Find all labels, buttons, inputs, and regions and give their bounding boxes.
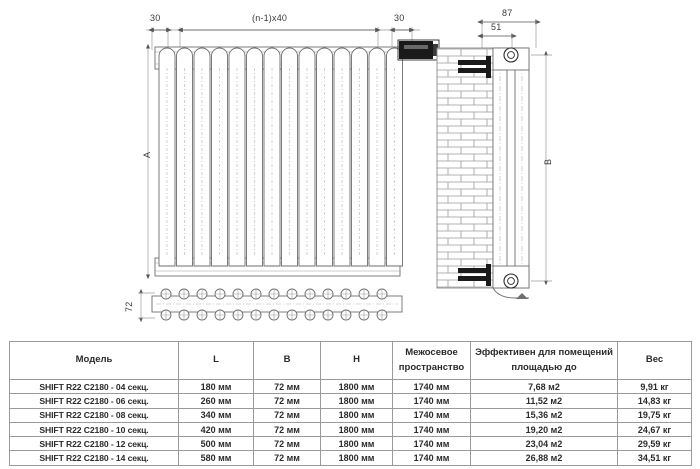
cell-model: SHIFT R22 C2180 - 04 секц. — [10, 380, 179, 394]
plan-view-group — [138, 289, 402, 320]
dim-label-right-30: 30 — [394, 13, 405, 23]
cell-length: 580 мм — [179, 451, 254, 465]
table-row — [10, 451, 692, 465]
cell-length: 500 мм — [179, 437, 254, 451]
cell-height: 1800 мм — [321, 408, 393, 422]
cell-weight: 24,67 кг — [618, 422, 692, 436]
dim-label-side-51: 51 — [491, 22, 502, 32]
cell-weight: 34,51 кг — [618, 451, 692, 465]
side-view-group — [437, 19, 552, 299]
cell-center-distance: 1740 мм — [393, 394, 471, 408]
cell-width: 72 мм — [254, 394, 321, 408]
cell-height: 1800 мм — [321, 437, 393, 451]
cell-weight: 29,59 кг — [618, 437, 692, 451]
table-row — [10, 422, 692, 436]
cell-width: 72 мм — [254, 437, 321, 451]
cell-model: SHIFT R22 C2180 - 06 секц. — [10, 394, 179, 408]
column-header-center-distance — [393, 342, 471, 380]
column-header-effective-area — [471, 342, 618, 380]
cell-width: 72 мм — [254, 380, 321, 394]
table-header-row — [10, 342, 692, 380]
cell-length: 340 мм — [179, 408, 254, 422]
cell-width: 72 мм — [254, 408, 321, 422]
cell-height: 1800 мм — [321, 451, 393, 465]
column-header-width: B — [254, 342, 321, 380]
cell-model: SHIFT R22 C2180 - 12 секц. — [10, 437, 179, 451]
table-row — [10, 437, 692, 451]
cell-effective-area: 19,20 м2 — [471, 422, 618, 436]
table-row — [10, 380, 692, 394]
cell-center-distance: 1740 мм — [393, 451, 471, 465]
table-row — [10, 408, 692, 422]
cell-width: 72 мм — [254, 422, 321, 436]
specification-table-container — [9, 341, 691, 465]
cell-effective-area: 15,36 м2 — [471, 408, 618, 422]
cell-effective-area: 7,68 м2 — [471, 380, 618, 394]
cell-length: 420 мм — [179, 422, 254, 436]
cell-weight: 9,91 кг — [618, 380, 692, 394]
cell-height: 1800 мм — [321, 394, 393, 408]
cell-model: SHIFT R22 C2180 - 08 секц. — [10, 408, 179, 422]
cell-effective-area: 23,04 м2 — [471, 437, 618, 451]
column-header-model: Модель — [10, 342, 179, 380]
dim-label-height-b: B — [543, 158, 553, 165]
cell-center-distance: 1740 мм — [393, 408, 471, 422]
column-header-length: L — [179, 342, 254, 380]
cell-model: SHIFT R22 C2180 - 14 секц. — [10, 451, 179, 465]
cell-length: 260 мм — [179, 394, 254, 408]
cell-effective-area: 26,88 м2 — [471, 451, 618, 465]
column-header-effective-area-line2: площадью до — [511, 361, 577, 373]
cell-weight: 14,83 кг — [618, 394, 692, 408]
cell-length: 180 мм — [179, 380, 254, 394]
dim-label-depth-72: 72 — [124, 301, 134, 312]
front-view-tubes — [159, 48, 403, 266]
cell-center-distance: 1740 мм — [393, 437, 471, 451]
front-view-group — [146, 27, 439, 276]
column-header-weight: Вес — [618, 342, 692, 380]
dim-label-height-a: A — [142, 151, 152, 158]
cell-height: 1800 мм — [321, 380, 393, 394]
cell-height: 1800 мм — [321, 422, 393, 436]
column-header-effective-area-line1: Эффективен для помещений — [475, 346, 613, 358]
cell-center-distance: 1740 мм — [393, 422, 471, 436]
specification-table — [9, 341, 692, 466]
cell-center-distance: 1740 мм — [393, 380, 471, 394]
front-view-valve-block — [399, 41, 438, 59]
dim-label-section-pitch: (n-1)x40 — [252, 13, 288, 23]
cell-width: 72 мм — [254, 451, 321, 465]
table-body — [10, 380, 692, 466]
cell-model: SHIFT R22 C2180 - 10 секц. — [10, 422, 179, 436]
dim-label-side-87: 87 — [502, 8, 513, 18]
cell-weight: 19,75 кг — [618, 408, 692, 422]
table-row — [10, 394, 692, 408]
column-header-center-distance-line1: Межосевое — [405, 346, 458, 358]
column-header-center-distance-line2: пространство — [398, 361, 465, 373]
wall-hatch — [437, 48, 499, 288]
dim-label-left-30: 30 — [150, 13, 161, 23]
cell-effective-area: 11,52 м2 — [471, 394, 618, 408]
column-header-height: H — [321, 342, 393, 380]
